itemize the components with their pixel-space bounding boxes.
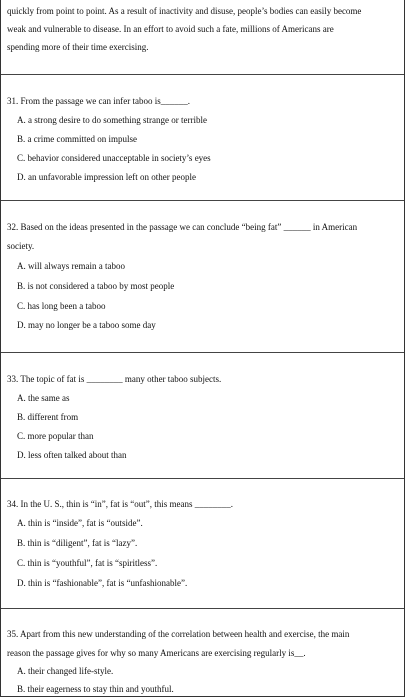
question-stem: 34. In the U. S., thin is “in”, fat is “out”, this means ________. (7, 499, 233, 509)
option-b: B. is not considered a taboo by most people (17, 281, 175, 291)
section-divider (1, 74, 404, 75)
section-divider (1, 478, 404, 479)
option-c: C. thin is “youthful”, fat is “spiritless”. (17, 558, 158, 568)
question-stem-continued: society. (7, 241, 35, 251)
option-b: B. a crime committed on impulse (17, 134, 137, 144)
passage-line: weak and vulnerable to disease. In an effort to avoid such a fate, millions of Americans are (7, 24, 334, 34)
option-c: C. behavior considered unacceptable in society’s eyes (17, 153, 211, 163)
question-stem-continued: reason the passage gives for why so many Americans are exercising regularly is__. (7, 648, 306, 658)
option-d: D. an unfavorable impression left on other people (17, 172, 196, 182)
section-divider (1, 352, 404, 353)
option-b: B. thin is “diligent”, fat is “lazy”. (17, 538, 138, 548)
question-stem: 31. From the passage we can infer taboo is______. (7, 96, 190, 106)
option-d: D. may no longer be a taboo some day (17, 320, 156, 330)
passage-line: quickly from point to point. As a result of inactivity and disuse, people’s bodies can easily become (7, 6, 362, 16)
option-c: C. has long been a taboo (17, 301, 106, 311)
option-b: B. different from (17, 412, 79, 422)
option-c: C. more popular than (17, 431, 94, 441)
option-a: A. will always remain a taboo (17, 261, 125, 271)
question-stem: 32. Based on the ideas presented in the passage we can conclude “being fat” ______ in American (7, 222, 358, 232)
option-a: A. a strong desire to do something strange or terrible (17, 115, 207, 125)
option-a: A. the same as (17, 393, 70, 403)
section-divider (1, 200, 404, 201)
option-a: A. their changed life-style. (17, 666, 114, 676)
question-stem: 33. The topic of fat is ________ many other taboo subjects. (7, 374, 222, 384)
question-stem: 35. Apart from this new understanding of the correlation between health and exercise, the main (7, 629, 350, 639)
option-d: D. thin is “fashionable”, fat is “unfashionable”. (17, 578, 188, 588)
option-d: D. less often talked about than (17, 450, 127, 460)
passage-text (7, 2, 400, 56)
section-divider (1, 608, 404, 609)
option-b: B. their eagerness to stay thin and youthful. (17, 684, 174, 694)
passage-line: spending more of their time exercising. (7, 42, 149, 52)
option-a: A. thin is “inside”, fat is “outside”. (17, 518, 143, 528)
